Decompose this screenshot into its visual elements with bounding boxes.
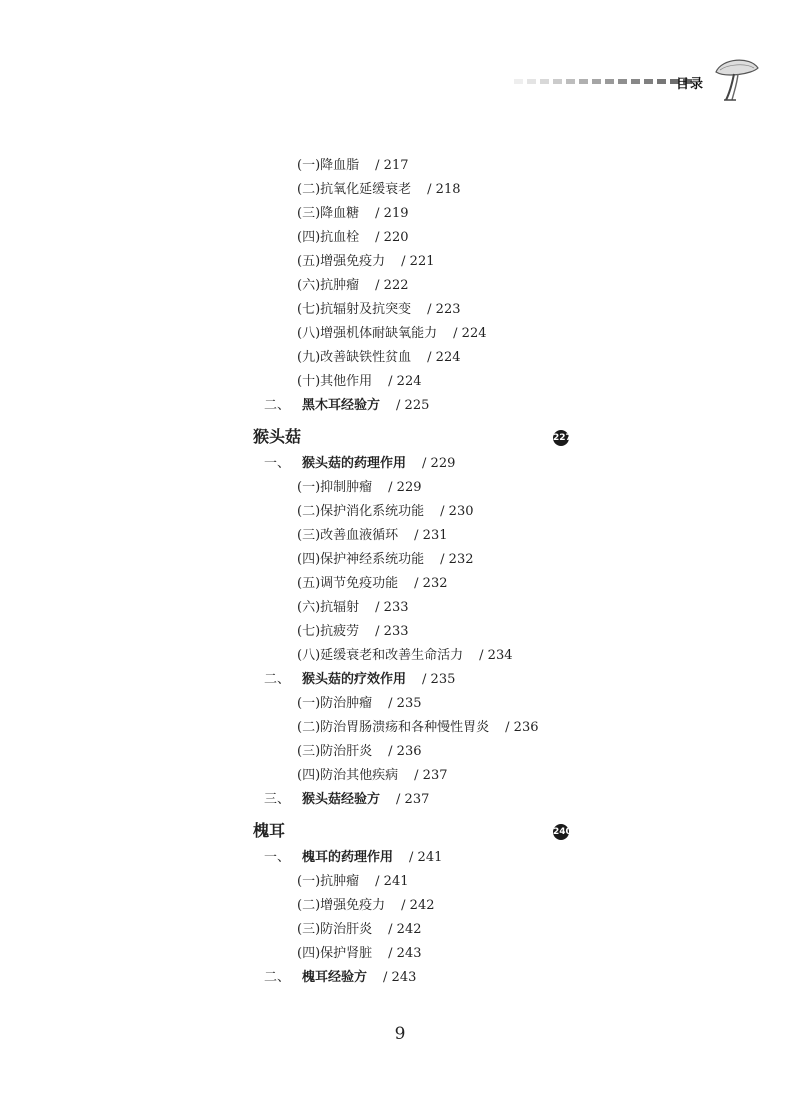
entry-page-ref: / 220 xyxy=(375,230,409,245)
toc-subsection-entry[interactable] xyxy=(297,276,409,296)
entry-page-ref: / 243 xyxy=(383,970,417,985)
toc-subsection-entry[interactable] xyxy=(297,300,461,320)
entry-label: 改善血液循环 xyxy=(320,528,399,543)
entry-number: (七) xyxy=(297,624,321,639)
running-header xyxy=(500,62,800,112)
toc-subsection-entry[interactable] xyxy=(297,646,513,666)
entry-page-ref: / 233 xyxy=(375,624,409,639)
entry-page-ref: / 222 xyxy=(375,278,409,293)
toc-section-entry[interactable] xyxy=(264,396,429,416)
toc-subsection-entry[interactable] xyxy=(297,252,435,272)
entry-label: 降血脂 xyxy=(320,158,360,173)
entry-page-ref: / 236 xyxy=(388,744,422,759)
entry-number: (一) xyxy=(297,874,321,889)
entry-number: 二、 xyxy=(264,672,291,687)
entry-page-ref: / 217 xyxy=(375,158,409,173)
entry-page-ref: / 242 xyxy=(401,898,435,913)
chapter-heading: 槐耳 xyxy=(253,821,286,840)
toc-subsection-entry[interactable] xyxy=(297,598,409,618)
entry-number: (二) xyxy=(297,720,321,735)
entry-number: (八) xyxy=(297,326,321,341)
entry-label: 猴头菇的疗效作用 xyxy=(302,672,407,687)
entry-page-ref: / 223 xyxy=(427,302,461,317)
entry-number: (五) xyxy=(297,254,321,269)
chapter-heading: 猴头菇 xyxy=(253,427,302,446)
entry-number: (十) xyxy=(297,374,321,389)
entry-label: 抗肿瘤 xyxy=(320,278,360,293)
entry-page-ref: / 232 xyxy=(440,552,474,567)
entry-page-ref: / 232 xyxy=(414,576,448,591)
entry-number: (三) xyxy=(297,206,321,221)
entry-label: 猴头菇的药理作用 xyxy=(302,456,407,471)
entry-page-ref: / 221 xyxy=(401,254,435,269)
entry-label: 防治其他疾病 xyxy=(320,768,399,783)
entry-label: 增强机体耐缺氧能力 xyxy=(320,326,438,341)
entry-page-ref: / 230 xyxy=(440,504,474,519)
entry-label: 黑木耳经验方 xyxy=(302,398,381,413)
entry-number: (二) xyxy=(297,898,321,913)
toc-subsection-entry[interactable] xyxy=(297,324,487,344)
entry-number: (三) xyxy=(297,528,321,543)
toc-section-entry[interactable] xyxy=(264,848,442,868)
entry-number: (六) xyxy=(297,278,321,293)
entry-label: 调节免疫功能 xyxy=(320,576,399,591)
toc-subsection-entry[interactable] xyxy=(297,180,461,200)
entry-number: (三) xyxy=(297,922,321,937)
toc-subsection-entry[interactable] xyxy=(297,872,409,892)
entry-page-ref: / 242 xyxy=(388,922,422,937)
entry-number: (八) xyxy=(297,648,321,663)
entry-number: (一) xyxy=(297,158,321,173)
toc-subsection-entry[interactable] xyxy=(297,228,409,248)
toc-subsection-entry[interactable] xyxy=(297,944,422,964)
toc-subsection-entry[interactable] xyxy=(297,920,422,940)
entry-label: 抗辐射 xyxy=(320,600,360,615)
entry-label: 抗肿瘤 xyxy=(320,874,360,889)
toc-subsection-entry[interactable] xyxy=(297,156,409,176)
entry-page-ref: / 218 xyxy=(427,182,461,197)
entry-number: (四) xyxy=(297,552,321,567)
toc-subsection-entry[interactable] xyxy=(297,622,409,642)
toc-subsection-entry[interactable] xyxy=(297,478,422,498)
entry-page-ref: / 224 xyxy=(388,374,422,389)
entry-number: (四) xyxy=(297,946,321,961)
entry-label: 抗氧化延缓衰老 xyxy=(320,182,412,197)
entry-number: (四) xyxy=(297,230,321,245)
entry-label: 猴头菇经验方 xyxy=(302,792,381,807)
entry-page-ref: / 241 xyxy=(409,850,443,865)
toc-subsection-entry[interactable] xyxy=(297,718,539,738)
toc-subsection-entry[interactable] xyxy=(297,574,448,594)
toc-subsection-entry[interactable] xyxy=(297,204,409,224)
chapter-page-badge: 227 xyxy=(553,430,569,446)
toc-subsection-entry[interactable] xyxy=(297,694,422,714)
entry-number: 一、 xyxy=(264,456,291,471)
entry-number: 一、 xyxy=(264,850,291,865)
toc-subsection-entry[interactable] xyxy=(297,766,448,786)
entry-label: 抗辐射及抗突变 xyxy=(320,302,412,317)
entry-page-ref: / 229 xyxy=(388,480,422,495)
entry-label: 防治肝炎 xyxy=(320,922,373,937)
entry-number: (五) xyxy=(297,576,321,591)
entry-number: 二、 xyxy=(264,398,291,413)
entry-label: 槐耳的药理作用 xyxy=(302,850,394,865)
entry-page-ref: / 224 xyxy=(427,350,461,365)
entry-page-ref: / 235 xyxy=(422,672,456,687)
entry-page-ref: / 229 xyxy=(422,456,456,471)
toc-subsection-entry[interactable] xyxy=(297,742,422,762)
entry-label: 抑制肿瘤 xyxy=(320,480,373,495)
entry-label: 防治肝炎 xyxy=(320,744,373,759)
toc-section-entry[interactable] xyxy=(264,670,455,690)
entry-page-ref: / 236 xyxy=(505,720,539,735)
entry-label: 抗疲劳 xyxy=(320,624,360,639)
entry-page-ref: / 237 xyxy=(396,792,430,807)
entry-page-ref: / 231 xyxy=(414,528,448,543)
toc-section-entry[interactable] xyxy=(264,968,416,988)
toc-subsection-entry[interactable] xyxy=(297,348,461,368)
toc-subsection-entry[interactable] xyxy=(297,372,422,392)
entry-number: (一) xyxy=(297,480,321,495)
entry-number: (四) xyxy=(297,768,321,783)
toc-subsection-entry[interactable] xyxy=(297,896,435,916)
entry-page-ref: / 235 xyxy=(388,696,422,711)
chapter-page-badge: 240 xyxy=(553,824,569,840)
entry-label: 保护肾脏 xyxy=(320,946,373,961)
entry-label: 防治胃肠溃疡和各种慢性胃炎 xyxy=(320,720,490,735)
entry-number: 二、 xyxy=(264,970,291,985)
toc-section-entry[interactable] xyxy=(264,790,429,810)
entry-label: 降血糖 xyxy=(320,206,360,221)
entry-page-ref: / 243 xyxy=(388,946,422,961)
entry-page-ref: / 241 xyxy=(375,874,409,889)
toc-subsection-entry[interactable] xyxy=(297,502,474,522)
toc-subsection-entry[interactable] xyxy=(297,550,474,570)
entry-number: (二) xyxy=(297,182,321,197)
entry-number: (一) xyxy=(297,696,321,711)
entry-label: 延缓衰老和改善生命活力 xyxy=(320,648,464,663)
entry-label: 改善缺铁性贫血 xyxy=(320,350,412,365)
entry-label: 保护神经系统功能 xyxy=(320,552,425,567)
entry-page-ref: / 225 xyxy=(396,398,430,413)
header-title: 目录 xyxy=(676,77,705,92)
entry-label: 保护消化系统功能 xyxy=(320,504,425,519)
entry-page-ref: / 234 xyxy=(479,648,513,663)
entry-label: 增强免疫力 xyxy=(320,254,386,269)
mushroom-icon xyxy=(712,54,760,104)
entry-number: (七) xyxy=(297,302,321,317)
entry-page-ref: / 219 xyxy=(375,206,409,221)
entry-number: (九) xyxy=(297,350,321,365)
entry-number: (三) xyxy=(297,744,321,759)
entry-number: (二) xyxy=(297,504,321,519)
page-number: 9 xyxy=(394,1024,406,1044)
header-dot-rule xyxy=(514,79,692,84)
entry-page-ref: / 237 xyxy=(414,768,448,783)
entry-label: 防治肿瘤 xyxy=(320,696,373,711)
toc-subsection-entry[interactable] xyxy=(297,526,448,546)
entry-label: 抗血栓 xyxy=(320,230,360,245)
entry-label: 增强免疫力 xyxy=(320,898,386,913)
entry-number: (六) xyxy=(297,600,321,615)
entry-label: 其他作用 xyxy=(320,374,373,389)
entry-number: 三、 xyxy=(264,792,291,807)
toc-section-entry[interactable] xyxy=(264,454,455,474)
entry-label: 槐耳经验方 xyxy=(302,970,368,985)
entry-page-ref: / 233 xyxy=(375,600,409,615)
entry-page-ref: / 224 xyxy=(453,326,487,341)
